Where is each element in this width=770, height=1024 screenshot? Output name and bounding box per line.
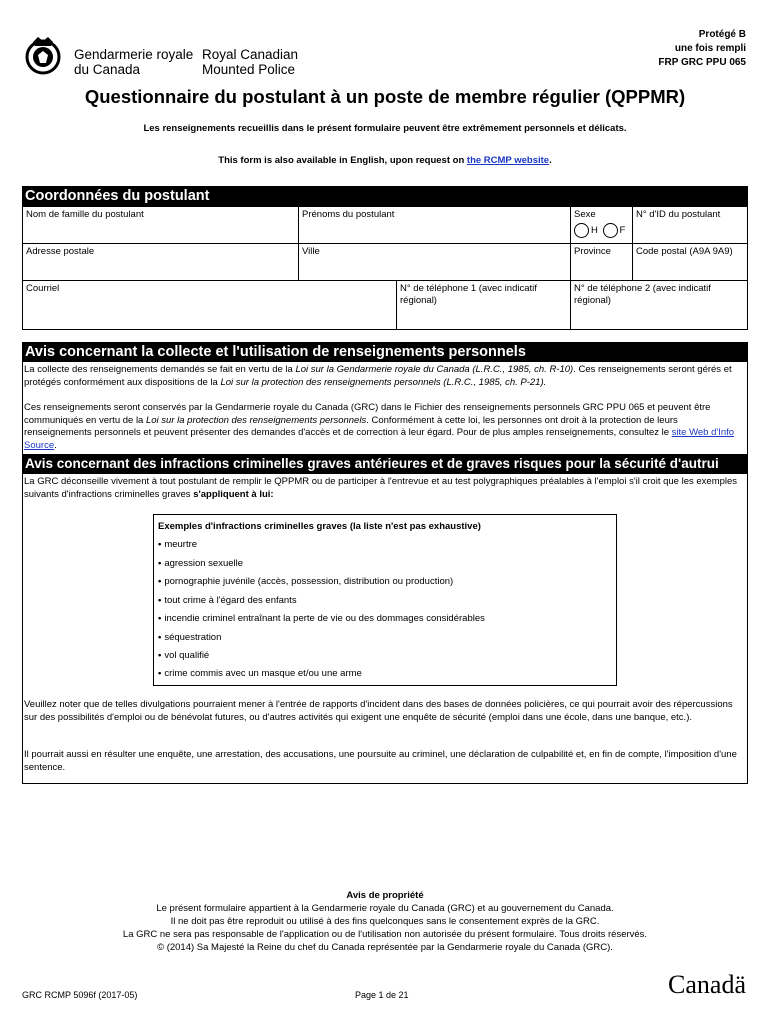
list-item (158, 650, 209, 661)
form-number: GRC RCMP 5096f (2017-05) (22, 990, 138, 1000)
ownership-line-1: Le présent formulaire appartient à la Gendarmerie royale du Canada (GRC) et au gouvernement du Canada. (156, 903, 614, 914)
phone1-field[interactable] (397, 281, 571, 329)
sex-label: Sexe (574, 209, 596, 220)
privacy-p1-text-c: . Ces renseignements seront gérés et protégés conformément aux dispositions de la (24, 364, 732, 388)
city-field[interactable] (299, 244, 571, 281)
list-item-text: crime commis avec un masque et/ou une arme (164, 668, 362, 679)
applicant-id-label: N° d'ID du postulant (636, 209, 721, 220)
province-field[interactable] (571, 244, 633, 281)
list-item (158, 595, 297, 606)
protection-note: une fois rempli (674, 43, 746, 54)
criminal-intro (24, 476, 746, 501)
english-notice-suffix: . (549, 155, 552, 166)
list-item-text: agression sexuelle (164, 558, 244, 569)
privacy-act-citation: Loi sur la protection des renseignements personnels (L.R.C., 1985, ch. P-21). (220, 376, 547, 388)
examples-title: Exemples d'infractions criminelles graves (la liste n'est pas exhaustive) (158, 521, 481, 532)
bullet-icon: • (158, 650, 162, 661)
consequences-paragraph: Il pourrait aussi en résulter une enquête, une arrestation, des accusations, une poursuite au criminel, une déclaration de culpabilité et, en fin de compte, l'imposition d'une sentence. (24, 749, 737, 773)
list-item (158, 558, 243, 569)
list-item-text: incendie criminel entraînant la perte de vie ou des dommages considérables (164, 613, 485, 624)
bullet-icon: • (158, 539, 162, 550)
english-availability-notice (0, 155, 770, 166)
rcmp-logo (22, 34, 312, 78)
privacy-p2-suffix: . (54, 439, 57, 451)
section-privacy-header: Avis concernant la collecte et l'utilisation de renseignements personnels (22, 342, 748, 362)
english-notice-text: This form is also available in English, upon request on (218, 155, 467, 166)
privacy-paragraph-1 (24, 364, 746, 389)
ownership-title: Avis de propriété (346, 890, 424, 901)
classification-block (658, 28, 746, 70)
examples-box (153, 514, 617, 686)
rcmp-website-link[interactable]: the RCMP website (466, 155, 550, 166)
org-name-en (202, 47, 298, 77)
bullet-icon: • (158, 613, 162, 624)
applicant-id-field[interactable] (633, 207, 747, 244)
page-number: Page 1 de 21 (355, 990, 409, 1000)
page-title: Questionnaire du postulant à un poste de membre régulier (QPPMR) (84, 86, 686, 107)
family-name-label: Nom de famille du postulant (26, 209, 144, 220)
applicant-info-grid (22, 206, 748, 330)
ownership-line-3: La GRC ne sera pas responsable de l'application ou de l'utilisation non autorisée du présent formulaire. Tous droits réservés. (122, 929, 648, 940)
sex-f-label: F (619, 224, 626, 236)
province-label: Province (574, 246, 611, 257)
section-criminal-offences-header: Avis concernant des infractions criminelles graves antérieures et de graves risques pour la sécurité d'autrui (22, 454, 748, 474)
privacy-act-name: Loi sur la protection des renseignements personnels (145, 414, 367, 426)
list-item (158, 576, 453, 587)
criminal-intro-text: La GRC déconseille vivement à tout postulant de remplir le QPPMR ou de participer à l'entrevue et au test polygraphiques préalables à l'emploi s'il croit que les exemples suivants d'infractions criminelles graves (24, 476, 738, 500)
sex-f-radio[interactable] (603, 223, 618, 238)
list-item-text: meurtre (164, 539, 198, 550)
privacy-p2-text-c: . Conformément à cette loi, les personnes ont droit à la protection de leurs renseignements personnels et peuvent présenter des demandes d'accès et de correction à leur égard. Pour de plus amples renseignements, consultez le (24, 414, 678, 438)
canada-wordmark: Canadä (668, 970, 746, 999)
bullet-icon: • (158, 576, 162, 587)
sex-field (571, 207, 633, 244)
address-label: Adresse postale (26, 246, 95, 257)
email-field[interactable] (23, 281, 397, 329)
sex-h-label: H (591, 224, 598, 236)
postal-code-label: Code postal (A9A 9A9) (636, 246, 733, 257)
sex-h-radio[interactable] (574, 223, 589, 238)
family-name-field[interactable] (23, 207, 299, 244)
list-item-text: vol qualifié (164, 650, 210, 661)
rcmp-crest-icon (22, 34, 64, 76)
phone1-label: N° de téléphone 1 (avec indicatif régional) (400, 283, 537, 306)
org-en-line2: Mounted Police (202, 62, 296, 77)
list-item (158, 668, 362, 679)
rcmp-act-citation: Loi sur la Gendarmerie royale du Canada (L.R.C., 1985, ch. R-10) (295, 364, 574, 375)
ownership-line-4: © (2014) Sa Majesté la Reine du chef du Canada représentée par la Gendarmerie royale du Canada (GRC). (157, 942, 613, 953)
protection-level: Protégé B (698, 29, 746, 40)
list-item-text: tout crime à l'égard des enfants (164, 595, 297, 606)
disclosure-warning-paragraph: Veuillez noter que de telles divulgations pourraient mener à l'entrée de rapports d'incident dans des bases de données policières, ce qui pourrait avoir des répercussions sur des possibilités d'emploi ou de bénévolat futures, ou d'autres activités qui exigent une enquête de sécurité (emploi dans une école, dans une banque, etc.). (24, 699, 733, 723)
bullet-icon: • (158, 668, 162, 679)
postal-code-field[interactable] (633, 244, 747, 281)
city-label: Ville (302, 246, 320, 257)
form-reference: FRP GRC PPU 065 (658, 57, 746, 68)
given-names-label: Prénoms du postulant (302, 209, 395, 220)
list-item (158, 632, 221, 643)
privacy-paragraph-2 (24, 402, 746, 452)
list-item-text: pornographie juvénile (accès, possession, distribution ou production) (164, 576, 454, 587)
org-name-fr (74, 47, 193, 77)
ownership-line-2: Il ne doit pas être reproduit ou utilisé à des fins quelconques sans le consentement exprès de la GRC. (170, 916, 600, 927)
given-names-field[interactable] (299, 207, 571, 244)
org-en-line1: Royal Canadian (202, 47, 299, 62)
email-label: Courriel (26, 283, 60, 294)
list-item (158, 613, 485, 624)
bullet-icon: • (158, 632, 162, 643)
bullet-icon: • (158, 595, 162, 606)
org-fr-line2: du Canada (74, 62, 141, 77)
section-applicant-info-header: Coordonnées du postulant (22, 186, 748, 206)
info-source-link[interactable]: site Web d'Info Source (24, 427, 735, 451)
privacy-p2-text-a: Ces renseignements seront conservés par la Gendarmerie royale du Canada (GRC) dans le Fichier des renseignements personnels GRC PPU 065 et peuvent être communiqués en vertu de la (24, 402, 711, 426)
criminal-intro-emphasis: s'appliquent à lui: (193, 488, 274, 500)
org-fr-line1: Gendarmerie royale (74, 47, 194, 62)
list-item (158, 539, 197, 550)
phone2-label: N° de téléphone 2 (avec indicatif régional) (574, 283, 711, 306)
phone2-field[interactable] (571, 281, 747, 329)
sensitivity-notice: Les renseignements recueillis dans le présent formulaire peuvent être extrêmement personnels et délicats. (143, 123, 627, 134)
privacy-p1-text-a: La collecte des renseignements demandés se fait en vertu de la (24, 364, 296, 375)
address-field[interactable] (23, 244, 299, 281)
bullet-icon: • (158, 558, 162, 569)
list-item-text: séquestration (164, 632, 222, 643)
